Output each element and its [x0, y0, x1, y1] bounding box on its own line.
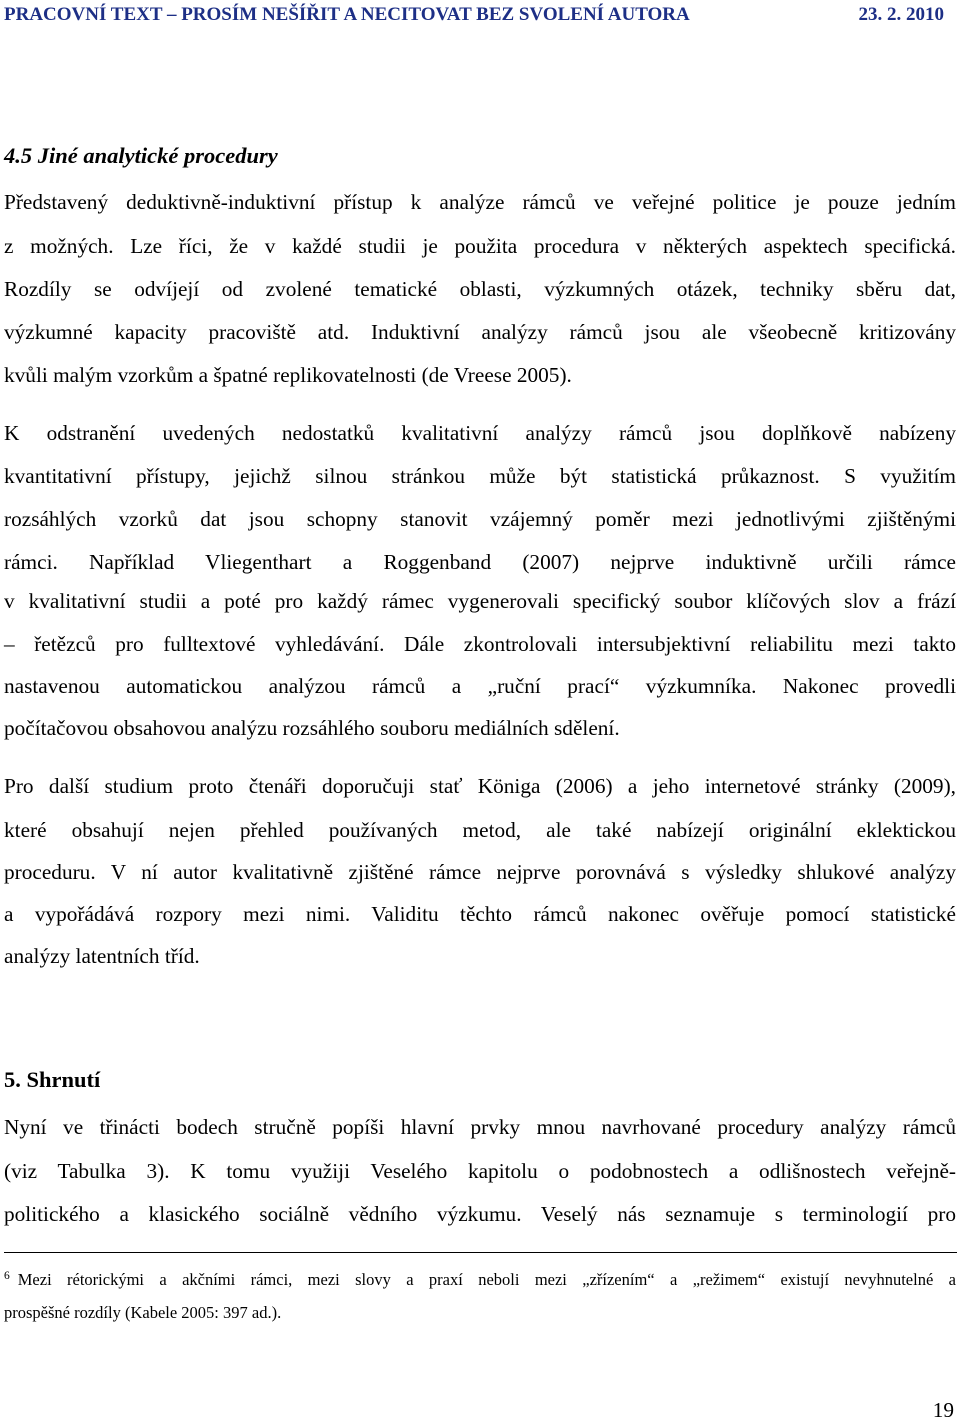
text-line: z možných. Lze říci, že v každé studii je použita procedura v některých aspektech specifická.	[4, 234, 956, 258]
running-header	[4, 4, 944, 26]
text-line: politického a klasického sociálně vědního výzkumu. Veselý nás seznamuje s terminologií pro	[4, 1202, 956, 1226]
text-line: v kvalitativní studii a poté pro každý rámec vygenerovali specifický soubor klíčových slov a frází	[4, 589, 956, 613]
text-line: počítačovou obsahovou analýzu rozsáhlého souboru mediálních sdělení.	[4, 716, 620, 740]
footnote-separator	[4, 1252, 957, 1253]
text-line: analýzy latentních tříd.	[4, 944, 200, 968]
text-line: Pro další studium proto čtenáři doporučuji stať Königa (2006) a jeho internetové stránky (2009),	[4, 774, 956, 798]
text-line: které obsahují nejen přehled používaných metod, ale také nabízejí originální eklektickou	[4, 818, 956, 842]
footnote-number: 6	[4, 1270, 10, 1282]
footnote-line	[4, 1266, 956, 1290]
text-line: (viz Tabulka 3). K tomu využiji Veselého kapitolu o podobnostech a odlišnostech veřejně-	[4, 1159, 956, 1183]
text-line: rámci. Například Vliegenthart a Roggenband (2007) nejprve induktivně určili rámce	[4, 550, 956, 574]
text-line: rozsáhlých vzorků dat jsou schopny stanovit vzájemný poměr mezi jednotlivými zjištěnými	[4, 507, 956, 531]
text-line: výzkumné kapacity pracoviště atd. Induktivní analýzy rámců jsou ale všeobecně kritizovány	[4, 320, 956, 344]
page-number: 19	[932, 1398, 954, 1422]
text-line: kvůli malým vzorkům a špatné replikovatelnosti (de Vreese 2005).	[4, 363, 572, 387]
text-line: K odstranění uvedených nedostatků kvalitativní analýzy rámců jsou doplňkově nabízeny	[4, 421, 956, 445]
text-line: proceduru. V ní autor kvalitativně zjištěné rámce nejprve porovnává s výsledky shlukové analýzy	[4, 860, 956, 884]
text-line: Představený deduktivně-induktivní přístup k analýze rámců ve veřejné politice je pouze jedním	[4, 190, 956, 214]
text-line: Rozdíly se odvíjejí od zvolené tematické oblasti, výzkumných otázek, techniky sběru dat,	[4, 277, 956, 301]
text-line: kvantitativní přístupy, jejichž silnou stránkou může být statistická průkaznost. S využitím	[4, 464, 956, 488]
header-date: 23. 2. 2010	[858, 4, 944, 25]
text-line: nastavenou automatickou analýzou rámců a „ruční prací“ výzkumníka. Nakonec provedli	[4, 674, 956, 698]
section-heading-4-5: 4.5 Jiné analytické procedury	[4, 143, 278, 168]
footnote-line: prospěšné rozdíly (Kabele 2005: 397 ad.).	[4, 1303, 282, 1322]
footnote-text: Mezi rétorickými a akčními rámci, mezi slovy a praxí neboli mezi „zřízením“ a „režimem“ existují nevyhnutelné a	[17, 1270, 956, 1289]
section-heading-5: 5. Shrnutí	[4, 1067, 101, 1092]
text-line: Nyní ve třinácti bodech stručně popíši hlavní prvky mnou navrhované procedury analýzy rámců	[4, 1115, 956, 1139]
text-line: a vypořádává rozpory mezi nimi. Validitu těchto rámců nakonec ověřuje pomocí statistické	[4, 902, 956, 926]
text-line: – řetězců pro fulltextové vyhledávání. Dále zkontrolovali intersubjektivní reliabilitu mezi takto	[4, 632, 956, 656]
header-notice: PRACOVNÍ TEXT – PROSÍM NEŠÍŘIT A NECITOVAT BEZ SVOLENÍ AUTORA	[4, 4, 690, 25]
